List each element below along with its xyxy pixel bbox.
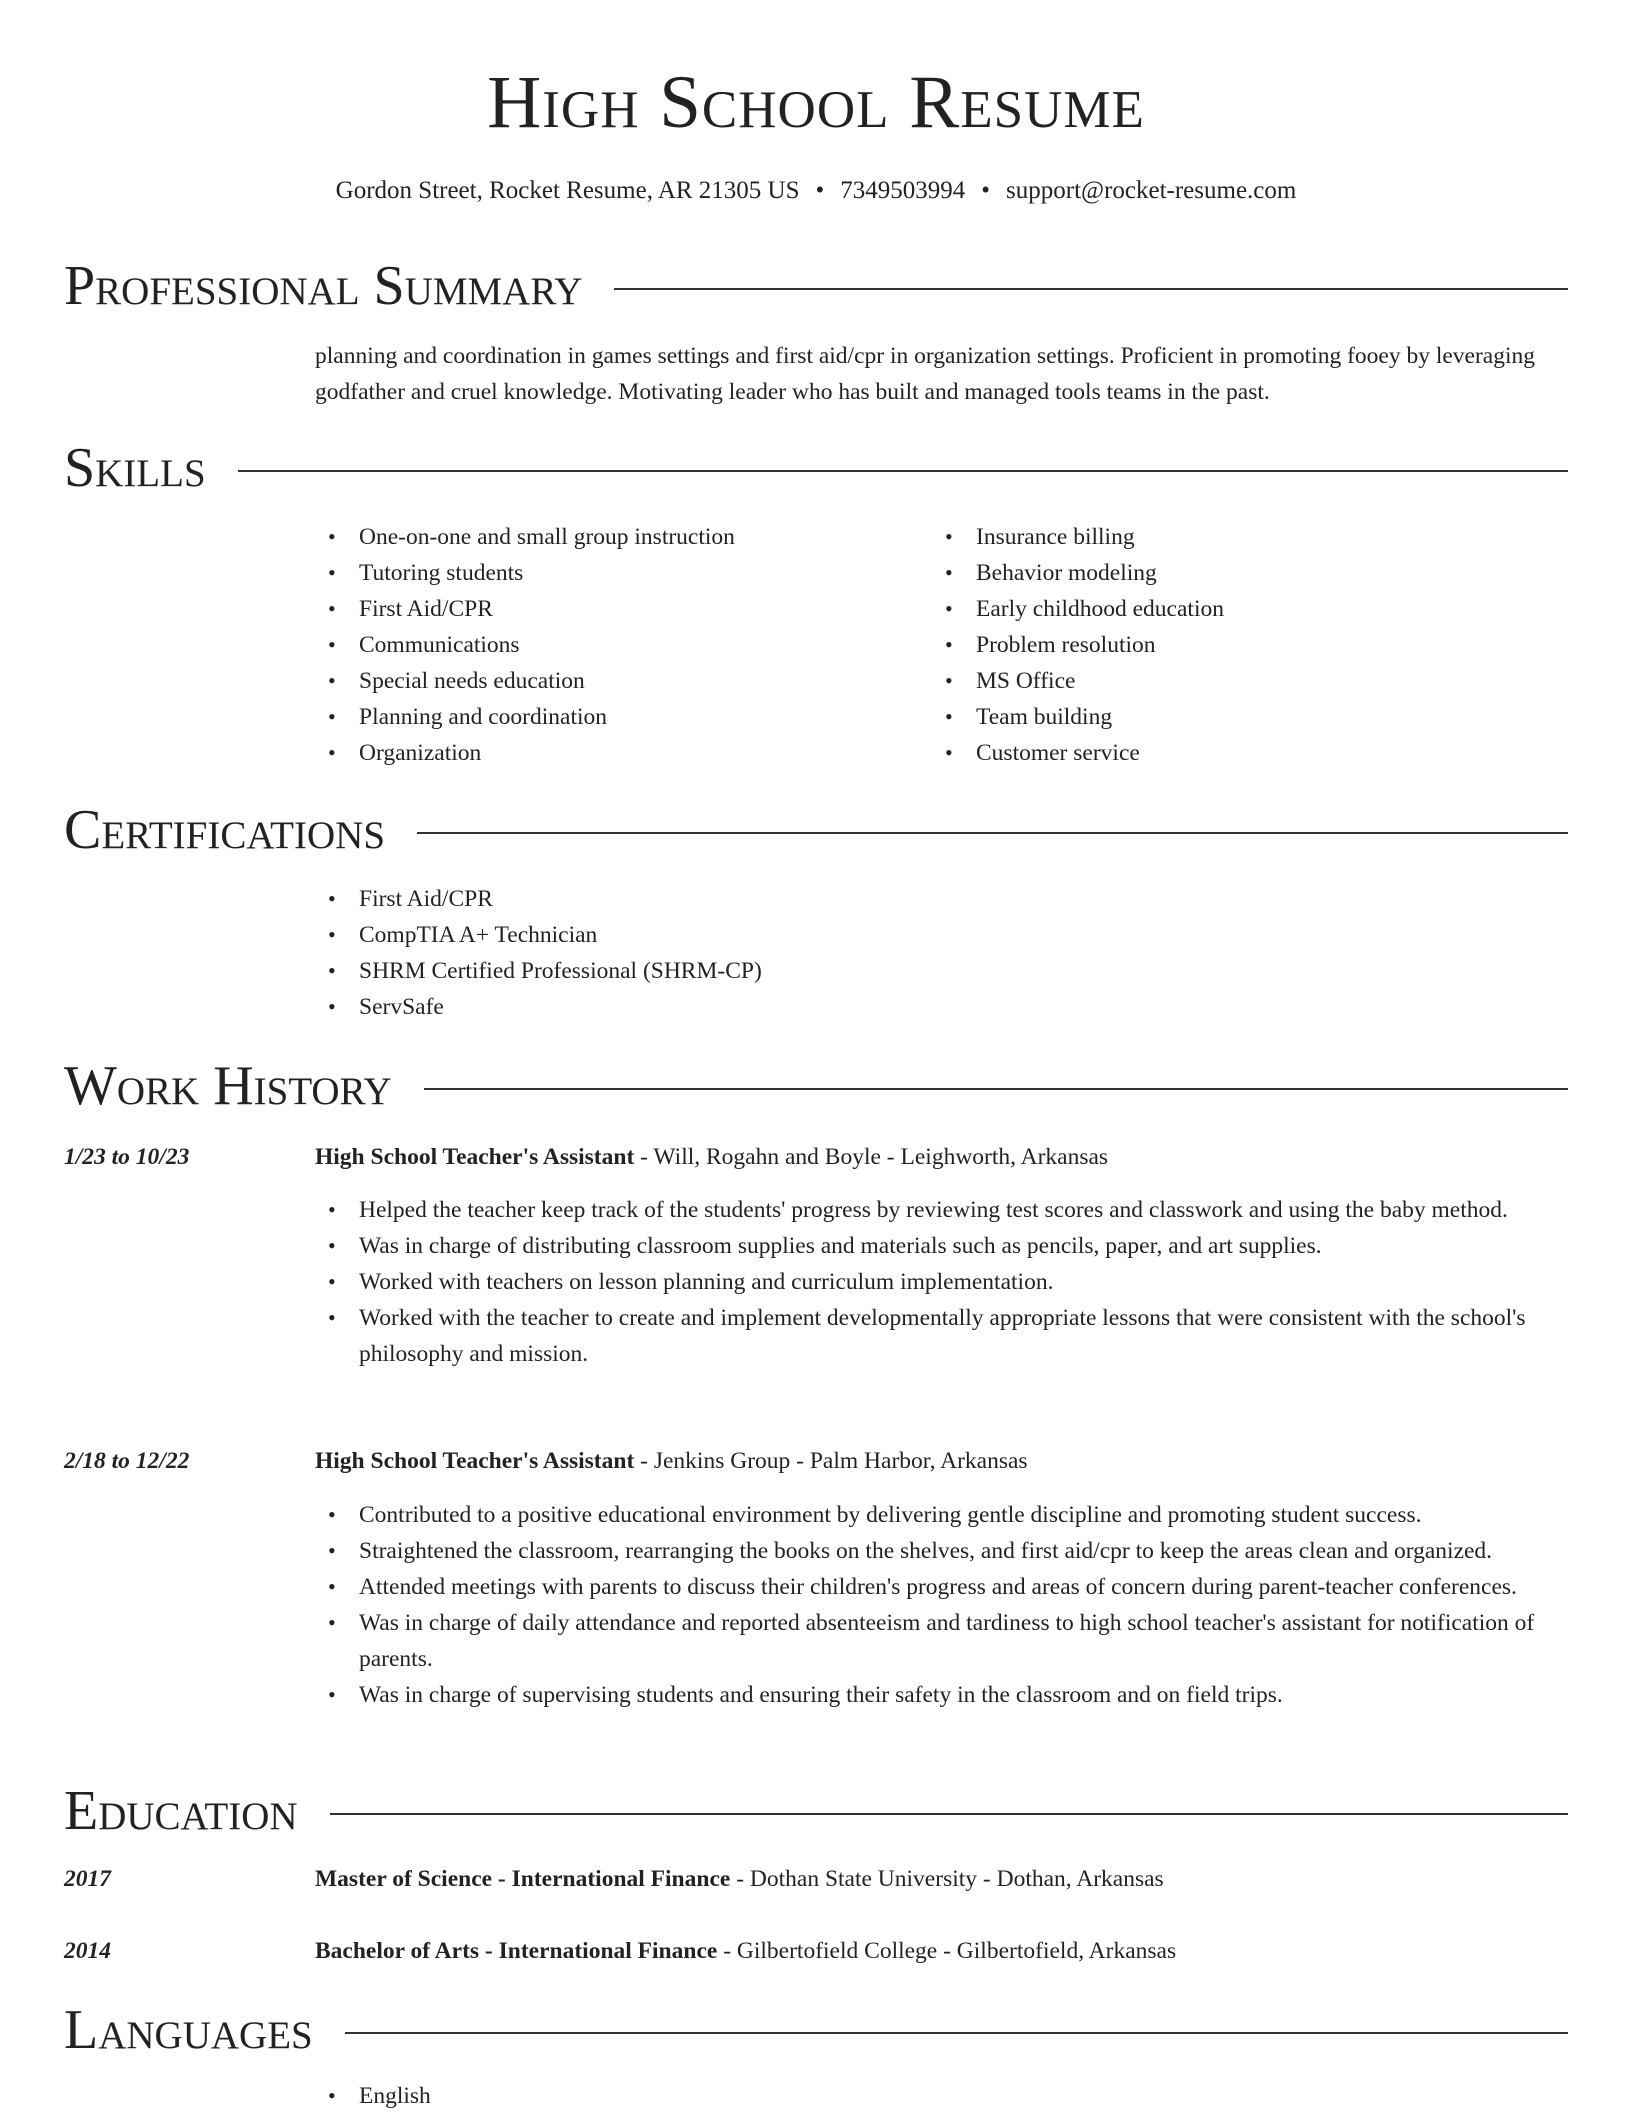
skill-item: • MS Office: [932, 663, 1549, 699]
education-entry: [315, 1933, 1568, 1969]
contact-separator: •: [981, 177, 991, 204]
job-heading: [315, 1443, 1568, 1479]
skill-item: • Behavior modeling: [932, 555, 1549, 591]
job-duties-list: [315, 1192, 1568, 1372]
job-duties-block: [315, 1192, 1568, 1372]
job-employer: - Will, Rogahn and Boyle - Leighworth, Arkansas: [634, 1144, 1109, 1170]
skill-item: • Problem resolution: [932, 627, 1549, 663]
certifications-list: [315, 881, 1568, 1025]
skill-item: • Early childhood education: [932, 591, 1549, 627]
section-divider: [330, 1813, 1568, 1815]
section-header-work-history: [64, 1051, 1568, 1121]
job-duty: • Worked with teachers on lesson planning and curriculum implementation.: [315, 1264, 1568, 1300]
certification-item: • First Aid/CPR: [315, 881, 1568, 917]
skill-item: • Organization: [315, 735, 932, 771]
education-entry: [315, 1861, 1568, 1897]
job-dates: 2/18 to 12/22: [64, 1448, 190, 1474]
job-title: High School Teacher's Assistant: [315, 1448, 635, 1474]
job-duties-list: [315, 1497, 1568, 1713]
job-dates: 1/23 to 10/23: [64, 1144, 190, 1170]
job-duty: • Was in charge of supervising students and ensuring their safety in the classroom and on field trips.: [315, 1677, 1568, 1713]
contact-separator: •: [815, 177, 825, 204]
education-degree: Master of Science - International Finance: [315, 1866, 731, 1892]
section-title-work-history: Work History: [64, 1055, 392, 1117]
certification-item: • SHRM Certified Professional (SHRM-CP): [315, 953, 1568, 989]
section-title-languages: Languages: [64, 1999, 313, 2061]
skills-grid: [315, 519, 1568, 771]
skills-list-left: [315, 519, 932, 771]
contact-line: [0, 174, 1632, 208]
section-divider: [424, 1088, 1568, 1090]
education-school: - Dothan State University - Dothan, Arkansas: [730, 1866, 1164, 1892]
summary-text: planning and coordination in games settings and first aid/cpr in organization settings. Proficient in promoting fooey by leveraging godfather and cruel knowledge. Motivating leader who has built and managed tools teams in the past.: [315, 343, 1536, 405]
section-title-skills: Skills: [64, 437, 206, 499]
job-title: High School Teacher's Assistant: [315, 1144, 635, 1170]
section-divider: [345, 2032, 1568, 2034]
summary-block: [315, 338, 1568, 410]
job-duty: • Attended meetings with parents to discuss their children's progress and areas of concern during parent-teacher conferences.: [315, 1569, 1568, 1605]
job-duty: • Was in charge of daily attendance and reported absenteeism and tardiness to high school teacher's assistant for notification of parents.: [315, 1605, 1568, 1677]
page-title: High School Resume: [487, 61, 1145, 144]
job-duty: • Worked with the teacher to create and implement developmentally appropriate lessons that were consistent with the school's philosophy and mission.: [315, 1300, 1568, 1372]
language-item: • English: [315, 2078, 1568, 2114]
certification-item: • CompTIA A+ Technician: [315, 917, 1568, 953]
section-header-education: [64, 1776, 1568, 1846]
section-title-education: Education: [64, 1780, 298, 1842]
skill-item: • Tutoring students: [315, 555, 932, 591]
skill-item: • First Aid/CPR: [315, 591, 932, 627]
section-header-certifications: [64, 795, 1568, 865]
section-title-certifications: Certifications: [64, 799, 386, 861]
section-header-languages: [64, 1995, 1568, 2065]
job-heading: [315, 1139, 1568, 1175]
certifications-block: [315, 881, 1568, 1025]
job-employer: - Jenkins Group - Palm Harbor, Arkansas: [634, 1448, 1028, 1474]
job-duty: • Straightened the classroom, rearranging the books on the shelves, and first aid/cpr to keep the areas clean and organized.: [315, 1533, 1568, 1569]
certification-item: • ServSafe: [315, 989, 1568, 1025]
section-header-skills: [64, 433, 1568, 503]
skill-item: • Insurance billing: [932, 519, 1549, 555]
section-divider: [417, 832, 1568, 834]
skill-item: • Customer service: [932, 735, 1549, 771]
section-title-summary: Professional Summary: [64, 255, 583, 317]
education-year: 2014: [64, 1938, 111, 1964]
section-divider: [614, 288, 1568, 290]
skill-item: • Special needs education: [315, 663, 932, 699]
job-duty: • Was in charge of distributing classroom supplies and materials such as pencils, paper, and art supplies.: [315, 1228, 1568, 1264]
job-duty: • Helped the teacher keep track of the students' progress by reviewing test scores and classwork and using the baby method.: [315, 1192, 1568, 1228]
skill-item: • Planning and coordination: [315, 699, 932, 735]
education-degree: Bachelor of Arts - International Finance: [315, 1938, 718, 1964]
contact-address: Gordon Street, Rocket Resume, AR 21305 US: [335, 177, 800, 204]
skills-list-right: [932, 519, 1549, 771]
contact-phone: 7349503994: [840, 177, 966, 204]
skill-item: • One-on-one and small group instruction: [315, 519, 932, 555]
education-year: 2017: [64, 1866, 111, 1892]
skill-item: • Team building: [932, 699, 1549, 735]
languages-list: [315, 2078, 1568, 2114]
section-header-summary: [64, 251, 1568, 321]
contact-email: support@rocket-resume.com: [1006, 177, 1297, 204]
skill-item: • Communications: [315, 627, 932, 663]
section-divider: [238, 470, 1568, 472]
education-school: - Gilbertofield College - Gilbertofield, Arkansas: [717, 1938, 1177, 1964]
job-duties-block: [315, 1497, 1568, 1713]
languages-block: [315, 2078, 1568, 2114]
job-duty: • Contributed to a positive educational environment by delivering gentle discipline and promoting student success.: [315, 1497, 1568, 1533]
